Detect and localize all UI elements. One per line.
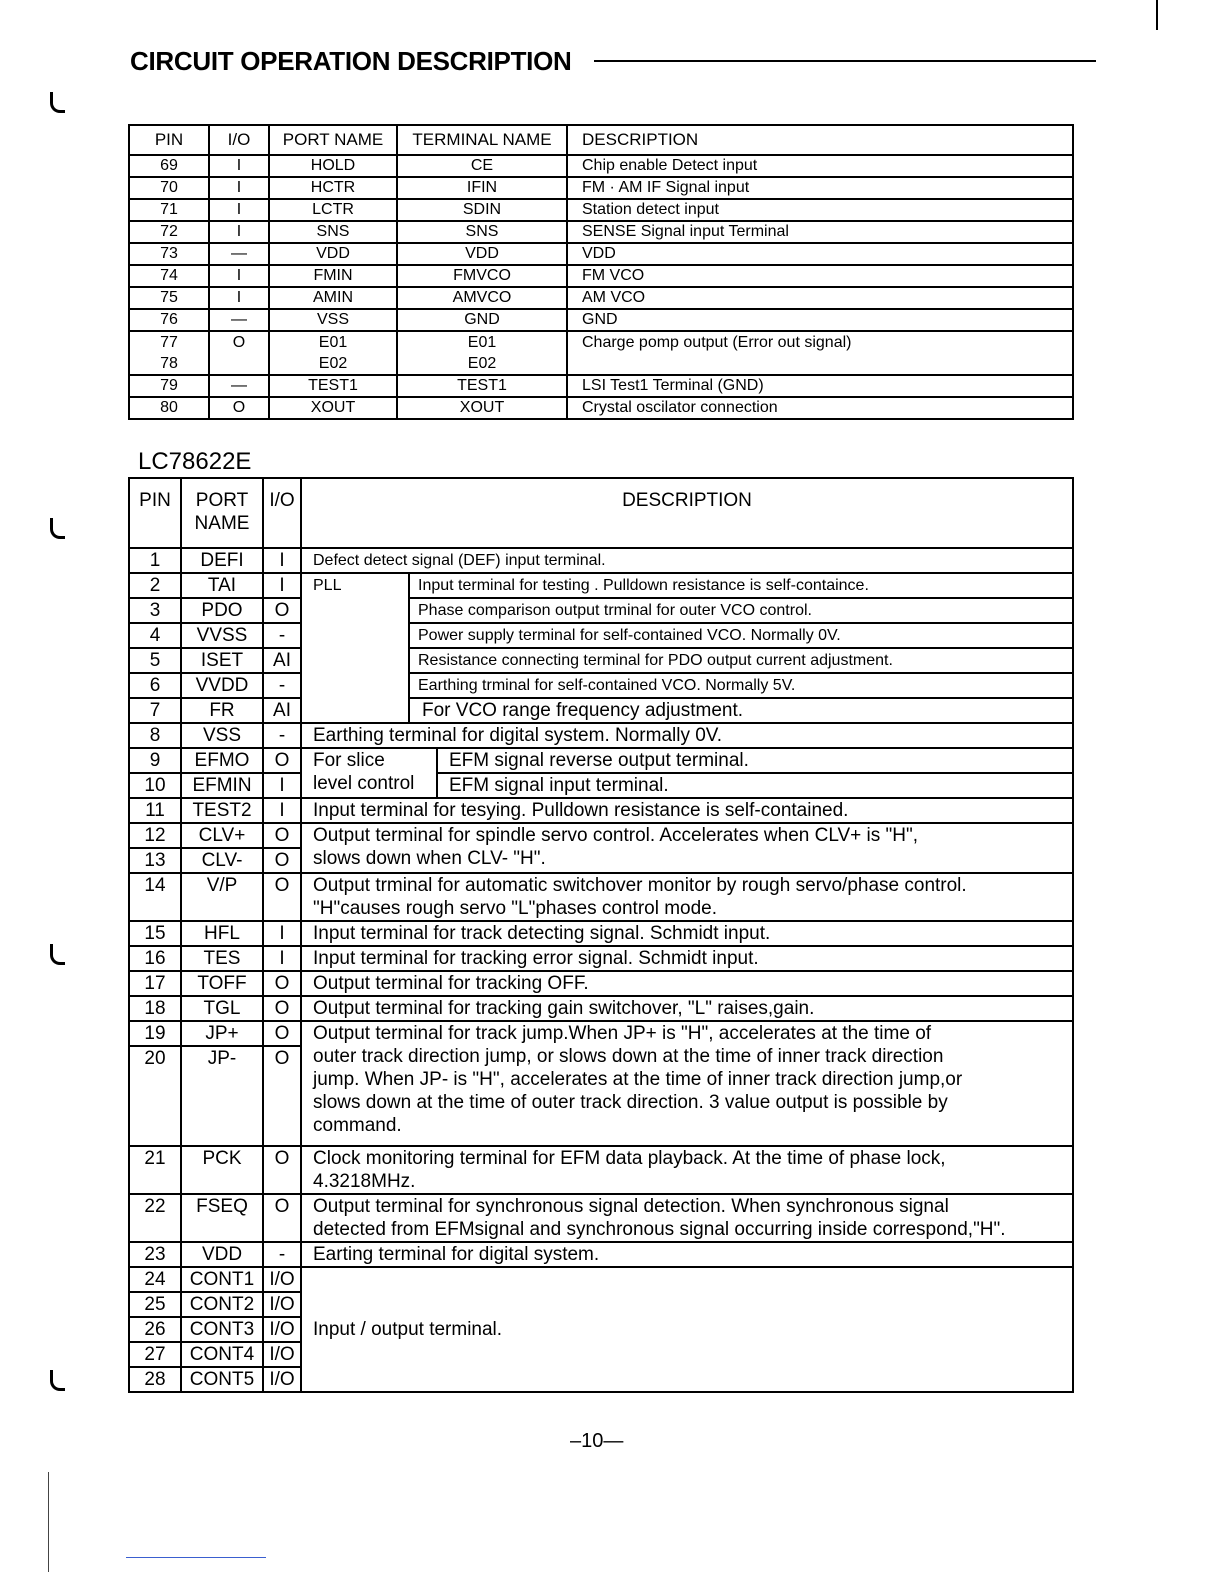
terminal-cell: AMVCO <box>397 287 567 309</box>
port-cell: TOFF <box>181 971 263 996</box>
table-row <box>129 773 1073 798</box>
port-cell: CONT5 <box>181 1367 263 1392</box>
table-row <box>129 375 1073 397</box>
pin-cell <box>129 331 209 375</box>
table-row <box>129 996 1073 1021</box>
port-cell <box>269 331 397 375</box>
pin-cell: 2 <box>129 573 181 598</box>
pin-cell: 6 <box>129 673 181 698</box>
port-cell: V/P <box>181 873 263 921</box>
io-cell: O <box>263 971 301 996</box>
description-cell: Earthing trminal for self-contained VCO. Normally 5V. <box>409 673 1073 698</box>
io-cell: I/O <box>263 1292 301 1317</box>
pin-cell: 16 <box>129 946 181 971</box>
port-cell: CONT2 <box>181 1292 263 1317</box>
pin-77: 77 <box>160 334 178 351</box>
header-terminal-name: TERMINAL NAME <box>397 125 567 155</box>
pin-cell: 20 <box>129 1046 181 1146</box>
header-description: DESCRIPTION <box>301 478 1073 548</box>
description-cell: LSI Test1 Terminal (GND) <box>567 375 1073 397</box>
page-title: CIRCUIT OPERATION DESCRIPTION <box>130 46 572 76</box>
port-cell: TES <box>181 946 263 971</box>
port-cell: TEST2 <box>181 798 263 823</box>
table-row <box>129 199 1073 221</box>
pin-cell: 3 <box>129 598 181 623</box>
port-cell: FR <box>181 698 263 723</box>
pin-cell: 8 <box>129 723 181 748</box>
table-row <box>129 698 1073 723</box>
port-cell: TAI <box>181 573 263 598</box>
pin-cell: 14 <box>129 873 181 921</box>
io-cell: — <box>209 375 269 397</box>
table-row <box>129 331 1073 375</box>
pin-cell: 12 <box>129 823 181 848</box>
description-line: detected from EFMsignal and synchronous signal occurring inside correspond,"H". <box>313 1219 1006 1240</box>
port-cell: CONT4 <box>181 1342 263 1367</box>
port-cell: HOLD <box>269 155 397 177</box>
table-row <box>129 155 1073 177</box>
terminal-cell: VDD <box>397 243 567 265</box>
port-cell: FSEQ <box>181 1194 263 1242</box>
terminal-cell: XOUT <box>397 397 567 419</box>
description-line: command. <box>313 1115 402 1136</box>
port-cell: VDD <box>269 243 397 265</box>
pin-cell: 5 <box>129 648 181 673</box>
table-row <box>129 873 1073 921</box>
pin-cell: 25 <box>129 1292 181 1317</box>
pin-cell: 22 <box>129 1194 181 1242</box>
footer-rule <box>126 1557 266 1558</box>
pin-cell: 69 <box>129 155 209 177</box>
terminal-cell: GND <box>397 309 567 331</box>
description-line: "H"causes rough servo "L"phases control mode. <box>313 898 718 919</box>
port-cell: VVSS <box>181 623 263 648</box>
pin-cell: 70 <box>129 177 209 199</box>
description-cell <box>301 1146 1073 1194</box>
table-row <box>129 798 1073 823</box>
io-cell: I <box>209 265 269 287</box>
header-port-name <box>181 478 263 548</box>
port-cell: VDD <box>181 1242 263 1267</box>
port-cell: AMIN <box>269 287 397 309</box>
io-cell: I/O <box>263 1367 301 1392</box>
port-cell: CONT3 <box>181 1317 263 1342</box>
pin-cell: 18 <box>129 996 181 1021</box>
description-cell: AM VCO <box>567 287 1073 309</box>
table-row <box>129 648 1073 673</box>
io-cell: - <box>263 623 301 648</box>
pin-cell: 19 <box>129 1021 181 1046</box>
table-row <box>129 1267 1073 1292</box>
pll-group-label: PLL <box>301 573 409 723</box>
pin-cell: 23 <box>129 1242 181 1267</box>
description-cell: GND <box>567 309 1073 331</box>
description-cell: Earthing terminal for digital system. Normally 0V. <box>301 723 1073 748</box>
pin-78: 78 <box>160 355 178 372</box>
description-line: Output terminal for synchronous signal detection. When synchronous signal <box>313 1196 949 1217</box>
table-row <box>129 548 1073 573</box>
description-cell: Input terminal for track detecting signal. Schmidt input. <box>301 921 1073 946</box>
io-cell: AI <box>263 698 301 723</box>
slice-label-line1: For slice <box>313 750 385 771</box>
io-cell: O <box>263 848 301 873</box>
description-line: Clock monitoring terminal for EFM data playback. At the time of phase lock, <box>313 1148 946 1169</box>
pin-cell: 4 <box>129 623 181 648</box>
description-cell <box>301 873 1073 921</box>
pin-table-2 <box>128 477 1074 1393</box>
io-cell: — <box>209 243 269 265</box>
table-row <box>129 1146 1073 1194</box>
port-cell: XOUT <box>269 397 397 419</box>
header-pin: PIN <box>129 478 181 548</box>
description-cell: Input terminal for tesying. Pulldown resistance is self-contained. <box>301 798 1073 823</box>
io-cell: I <box>263 921 301 946</box>
port-cell: DEFI <box>181 548 263 573</box>
port-cell: VVDD <box>181 673 263 698</box>
description-line: slows down when CLV- "H". <box>313 848 546 869</box>
io-cell: I/O <box>263 1317 301 1342</box>
pin-table-1 <box>128 124 1074 420</box>
io-cell: I <box>263 773 301 798</box>
port-cell: HCTR <box>269 177 397 199</box>
table-row <box>129 221 1073 243</box>
description-cell: Resistance connecting terminal for PDO output current adjustment. <box>409 648 1073 673</box>
table-row <box>129 921 1073 946</box>
io-cell: O <box>263 598 301 623</box>
port-cell: VSS <box>269 309 397 331</box>
port-cell: SNS <box>269 221 397 243</box>
io-cell: - <box>263 673 301 698</box>
description-77: Charge pomp output (Error out signal) <box>582 334 852 351</box>
table-row <box>129 265 1073 287</box>
scan-edge-mark <box>1156 0 1158 30</box>
description-cell: For VCO range frequency adjustment. <box>409 698 1073 723</box>
port-cell: TGL <box>181 996 263 1021</box>
description-cell: Input terminal for testing . Pulldown resistance is self-containce. <box>409 573 1073 598</box>
description-line: outer track direction jump, or slows down at the time of inner track direction <box>313 1046 944 1067</box>
terminal-77: E01 <box>467 334 497 351</box>
header-pin: PIN <box>129 125 209 155</box>
io-cell: I <box>209 199 269 221</box>
port-cell: JP+ <box>181 1021 263 1046</box>
table-row <box>129 573 1073 598</box>
pin-cell: 24 <box>129 1267 181 1292</box>
binding-mark <box>50 518 65 539</box>
slice-group-label <box>301 748 437 798</box>
table-row <box>129 287 1073 309</box>
io-cell: O <box>209 397 269 419</box>
table-row <box>129 177 1073 199</box>
terminal-cell: FMVCO <box>397 265 567 287</box>
io-cell: I <box>263 548 301 573</box>
pin-cell: 26 <box>129 1317 181 1342</box>
pin-cell: 15 <box>129 921 181 946</box>
description-line: Output terminal for track jump.When JP+ is "H", accelerates at the time of <box>313 1023 932 1044</box>
table-row <box>129 243 1073 265</box>
description-cell <box>567 331 1073 375</box>
io-cell: - <box>263 723 301 748</box>
header-port-name: PORT NAME <box>269 125 397 155</box>
binding-mark <box>50 92 65 113</box>
pin-cell: 21 <box>129 1146 181 1194</box>
description-cell <box>301 1194 1073 1242</box>
io-cell: I <box>263 946 301 971</box>
io-cell: O <box>263 1046 301 1146</box>
io-cell: I/O <box>263 1342 301 1367</box>
io-cell: I <box>263 573 301 598</box>
port-cell: CLV+ <box>181 823 263 848</box>
description-cell: Input / output terminal. <box>301 1267 1073 1392</box>
pin-cell: 72 <box>129 221 209 243</box>
pin-cell: 73 <box>129 243 209 265</box>
binding-mark <box>50 944 65 965</box>
pin-cell: 10 <box>129 773 181 798</box>
table-row <box>129 1194 1073 1242</box>
pin-cell: 75 <box>129 287 209 309</box>
pin-cell: 71 <box>129 199 209 221</box>
port-cell: TEST1 <box>269 375 397 397</box>
port-cell: EFMO <box>181 748 263 773</box>
description-line: 4.3218MHz. <box>313 1171 416 1192</box>
table-row <box>129 971 1073 996</box>
port-cell: EFMIN <box>181 773 263 798</box>
table-row <box>129 673 1073 698</box>
table-row <box>129 748 1073 773</box>
pin-cell: 9 <box>129 748 181 773</box>
io-cell: O <box>263 823 301 848</box>
description-cell: Input terminal for tracking error signal. Schmidt input. <box>301 946 1073 971</box>
pin-cell: 74 <box>129 265 209 287</box>
description-cell: FM · AM IF Signal input <box>567 177 1073 199</box>
io-cell: I <box>209 221 269 243</box>
port-cell: JP- <box>181 1046 263 1146</box>
terminal-cell: IFIN <box>397 177 567 199</box>
io-cell <box>209 331 269 375</box>
description-line: slows down at the time of outer track direction. 3 value output is possible by <box>313 1092 948 1113</box>
pin-cell: 11 <box>129 798 181 823</box>
scan-artifact-line <box>48 1472 49 1572</box>
port-cell: FMIN <box>269 265 397 287</box>
io-cell: I <box>209 155 269 177</box>
header-description: DESCRIPTION <box>567 125 1073 155</box>
description-line: Output terminal for spindle servo control. Accelerates when CLV+ is "H", <box>313 825 919 846</box>
terminal-cell <box>397 331 567 375</box>
terminal-78: E02 <box>467 355 497 372</box>
pin-cell: 17 <box>129 971 181 996</box>
table-row <box>129 723 1073 748</box>
port-78: E02 <box>318 355 348 372</box>
table-row <box>129 598 1073 623</box>
description-line: jump. When JP- is "H", accelerates at the time of inner track direction jump,or <box>313 1069 963 1090</box>
io-cell: O <box>263 996 301 1021</box>
pin-cell: 1 <box>129 548 181 573</box>
io-cell: — <box>209 309 269 331</box>
binding-mark <box>50 1370 65 1391</box>
io-cell: I <box>209 177 269 199</box>
description-cell: FM VCO <box>567 265 1073 287</box>
table-row <box>129 1021 1073 1046</box>
description-cell: Chip enable Detect input <box>567 155 1073 177</box>
description-cell: Crystal oscilator connection <box>567 397 1073 419</box>
table-row <box>129 946 1073 971</box>
description-cell: Defect detect signal (DEF) input terminal. <box>301 548 1073 573</box>
description-cell: Phase comparison output trminal for outer VCO control. <box>409 598 1073 623</box>
io-cell: I <box>263 798 301 823</box>
table-row <box>129 309 1073 331</box>
pin-cell: 27 <box>129 1342 181 1367</box>
io-cell: AI <box>263 648 301 673</box>
section-title: LC78622E <box>138 448 252 475</box>
io-cell: I/O <box>263 1267 301 1292</box>
pin-cell: 76 <box>129 309 209 331</box>
header-port: PORT <box>195 490 249 511</box>
description-cell: VDD <box>567 243 1073 265</box>
table-row <box>129 397 1073 419</box>
port-cell: CONT1 <box>181 1267 263 1292</box>
io-cell: O <box>263 873 301 921</box>
port-cell: PDO <box>181 598 263 623</box>
title-rule <box>594 60 1096 62</box>
table-row <box>129 623 1073 648</box>
port-cell: HFL <box>181 921 263 946</box>
table-header <box>129 478 1073 548</box>
terminal-cell: SDIN <box>397 199 567 221</box>
pin-cell: 80 <box>129 397 209 419</box>
io-cell: O <box>263 1194 301 1242</box>
terminal-cell: SNS <box>397 221 567 243</box>
header-name: NAME <box>194 513 250 534</box>
description-cell: Output terminal for tracking gain switchover, "L" raises,gain. <box>301 996 1073 1021</box>
page-number: –10— <box>570 1430 624 1452</box>
description-cell: Power supply terminal for self-contained VCO. Normally 0V. <box>409 623 1073 648</box>
io-77: O <box>232 334 246 351</box>
description-cell: Station detect input <box>567 199 1073 221</box>
pin-cell: 7 <box>129 698 181 723</box>
table-header <box>129 125 1073 155</box>
port-cell: VSS <box>181 723 263 748</box>
description-cell: EFM signal reverse output terminal. <box>437 748 1073 773</box>
description-cell: SENSE Signal input Terminal <box>567 221 1073 243</box>
io-cell: - <box>263 1242 301 1267</box>
port-77: E01 <box>318 334 348 351</box>
pin-cell: 28 <box>129 1367 181 1392</box>
header-io: I/O <box>209 125 269 155</box>
io-cell: O <box>263 1021 301 1046</box>
description-cell <box>301 823 1073 873</box>
description-line: Output trminal for automatic switchover monitor by rough servo/phase control. <box>313 875 967 896</box>
io-cell: O <box>263 1146 301 1194</box>
terminal-cell: TEST1 <box>397 375 567 397</box>
port-cell: PCK <box>181 1146 263 1194</box>
description-cell: Earting terminal for digital system. <box>301 1242 1073 1267</box>
port-cell: CLV- <box>181 848 263 873</box>
io-cell: I <box>209 287 269 309</box>
description-cell: EFM signal input terminal. <box>437 773 1073 798</box>
pin-cell: 79 <box>129 375 209 397</box>
slice-label-line2: level control <box>313 773 415 794</box>
io-cell: O <box>263 748 301 773</box>
header-io: I/O <box>263 478 301 548</box>
port-cell: ISET <box>181 648 263 673</box>
table-row <box>129 823 1073 848</box>
description-cell: Output terminal for tracking OFF. <box>301 971 1073 996</box>
table-row <box>129 1242 1073 1267</box>
pin-cell: 13 <box>129 848 181 873</box>
description-cell <box>301 1021 1073 1146</box>
terminal-cell: CE <box>397 155 567 177</box>
port-cell: LCTR <box>269 199 397 221</box>
